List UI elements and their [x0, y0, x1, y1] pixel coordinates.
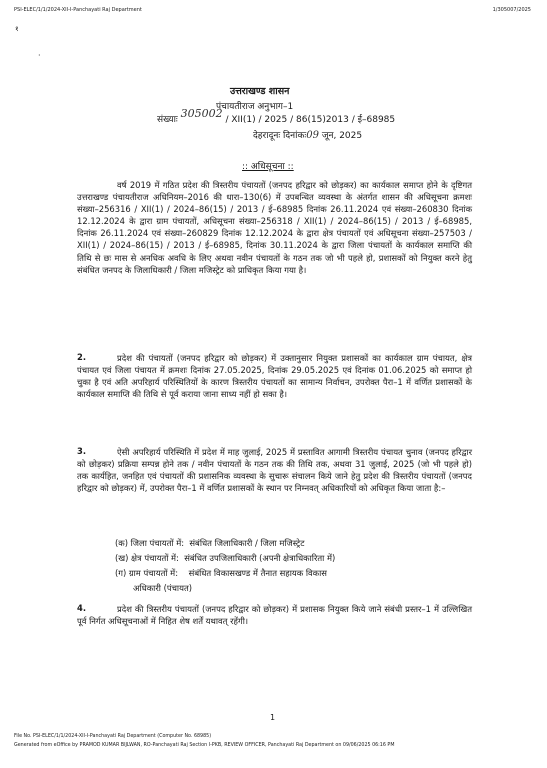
list-item: (ख) क्षेत्र पंचायतों में: संबंधित उपजिलाधिकारी (अपनी क्षेत्राधिकारिता में) [115, 553, 336, 563]
paragraph-2-number: 2. [77, 352, 87, 362]
number-label: संख्याः [157, 115, 178, 125]
list-item-continuation: अधिकारी (पंचायत) [133, 583, 192, 593]
file-reference: PSI-ELEC/1/1/2024-XII-I-Panchayati Raj Department [14, 7, 142, 13]
page-number: 1 [270, 713, 276, 722]
number-rest: / XII(1) / 2025 / 86(15)2013 / ई–68985 [225, 115, 396, 125]
footer-file-line: File No. PSI-ELEC/1/1/2024-XII-I-Panchayati Raj Department (Computer No. 68985) [14, 734, 212, 739]
handwritten-date: 09 [306, 130, 319, 141]
section-name: पंचायतीराज अनुभाग–1 [216, 102, 294, 112]
handwritten-number: 305002 [180, 107, 223, 120]
date-line [253, 128, 362, 141]
paragraph-3-number: 3. [77, 446, 87, 456]
list-item: (ग) ग्राम पंचायतों में: संबंधित विकासखण्ड में तैनात सहायक विकास [115, 568, 327, 578]
paragraph-1: वर्ष 2019 में गठित प्रदेश की त्रिस्तरीय पंचायतों (जनपद हरिद्वार को छोड़कर) का कार्यकाल समाप्त होने के दृष्टिगत उत्तराखण्ड पंचायतीराज अधिनियम–2016 की धारा–130(6) में उपबन्धित व्यवस्था के अंतर्गत शासन की अधिसूचना क्रमशः संख्या–256316 / XII(1) / 2024–86(15) / 2013 / ई–68985 दिनांक 26.11.2024 एवं संख्या–260830 दिनांक 12.12.2024 के द्वारा ग्राम पंचायतों, अधिसूचना संख्या–256318 / XII(1) / 2024–86(15) / 2013 / ई–68985, दिनांक 26.11.2024 एवं संख्या–260829 दिनांक 12.12.2024 के द्वारा क्षेत्र पंचायतों एवं अधिसूचना संख्या–257503 / XII(1) / 2024–86(15) / 2013 / ई–68985, दिनांक 30.11.2024 के द्वारा जिला पंचायतों के कार्यकाल समाप्ति की तिथि से छः मास से अनधिक अवधि के लिए अथवा नवीन पंचायतों के गठन तक जो भी पहले हो, प्रशासकों को नियुक्त करने हेतु संबंधित जनपद के जिलाधिकारी / जिला मजिस्ट्रेट को प्राधिकृत किया गया है। [77, 180, 472, 275]
footer-generated-line: Generated from eOffice by PRAMOD KUMAR BIJLWAN, RO-Panchayati Raj Section I-PKB, REVIEW OFFICER, Panchayati Raj Department on 09/06/2025 06:16 PM [14, 743, 395, 748]
date-label: देहरादूनः दिनांकः [253, 131, 307, 141]
notice-title: :: अधिसूचना :: [242, 162, 294, 172]
government-name: उत्तराखण्ड शासन [230, 86, 290, 97]
paragraph-4: प्रदेश की त्रिस्तरीय पंचायतों (जनपद हरिद्वार को छोड़कर) में प्रशासक नियुक्त किये जाने संबंधी प्रस्तर–1 में उल्लिखित पूर्व निर्गत अधिसूचनाओं में निहित शेष शर्तें यथावत् रहेंगी। [77, 604, 472, 627]
page-mark: १ [15, 25, 19, 33]
paragraph-4-number: 4. [77, 603, 87, 613]
margin-dot: · [38, 51, 41, 60]
list-item: (क) जिला पंचायतों में: संबंधित जिलाधिकारी / जिला मजिस्ट्रेट [115, 538, 305, 548]
document-id: 1/305007/2025 [492, 7, 531, 13]
paragraph-2: प्रदेश की पंचायतों (जनपद हरिद्वार को छोड़कर) में उक्तानुसार नियुक्त प्रशासकों का कार्यकाल ग्राम पंचायत, क्षेत्र पंचायत एवं जिला पंचायत में क्रमशः दिनांक 27.05.2025, दिनांक 29.05.2025 एवं दिनांक 01.06.2025 को समाप्त हो चुका है एवं अति अपरिहार्य परिस्थितियों के कारण त्रिस्तरीय पंचायतों का सामान्य निर्वाचन, उपरोक्त पैरा–1 में वर्णित प्रशासकों के कार्यकाल समाप्ति की तिथि से पूर्व कराया जाना साध्य नहीं हो सका है। [77, 353, 472, 400]
date-rest: जून, 2025 [321, 131, 363, 141]
paragraph-3: ऐसी अपरिहार्य परिस्थिति में प्रदेश में माह जुलाई, 2025 में प्रस्तावित आगामी त्रिस्तरीय पंचायत चुनाव (जनपद हरिद्वार को छोड़कर) प्रक्रिया सम्पन्न होने तक / नवीन पंचायतों के गठन तक की तिथि तक, अथवा 31 जुलाई, 2025 (जो भी पहले हो) तक कार्यहित, जनहित एवं पंचायतों की प्रशासनिक व्यवस्था के सुचारू संचालन किये जाने हेतु प्रदेश की त्रिस्तरीय पंचायतों (जनपद हरिद्वार को छोड़कर) में, उपरोक्त पैरा–1 में वर्णित प्रशासकों के स्थान पर निम्नवत् अधिकारियों को अधिकृत किया जाता है:– [77, 447, 472, 494]
